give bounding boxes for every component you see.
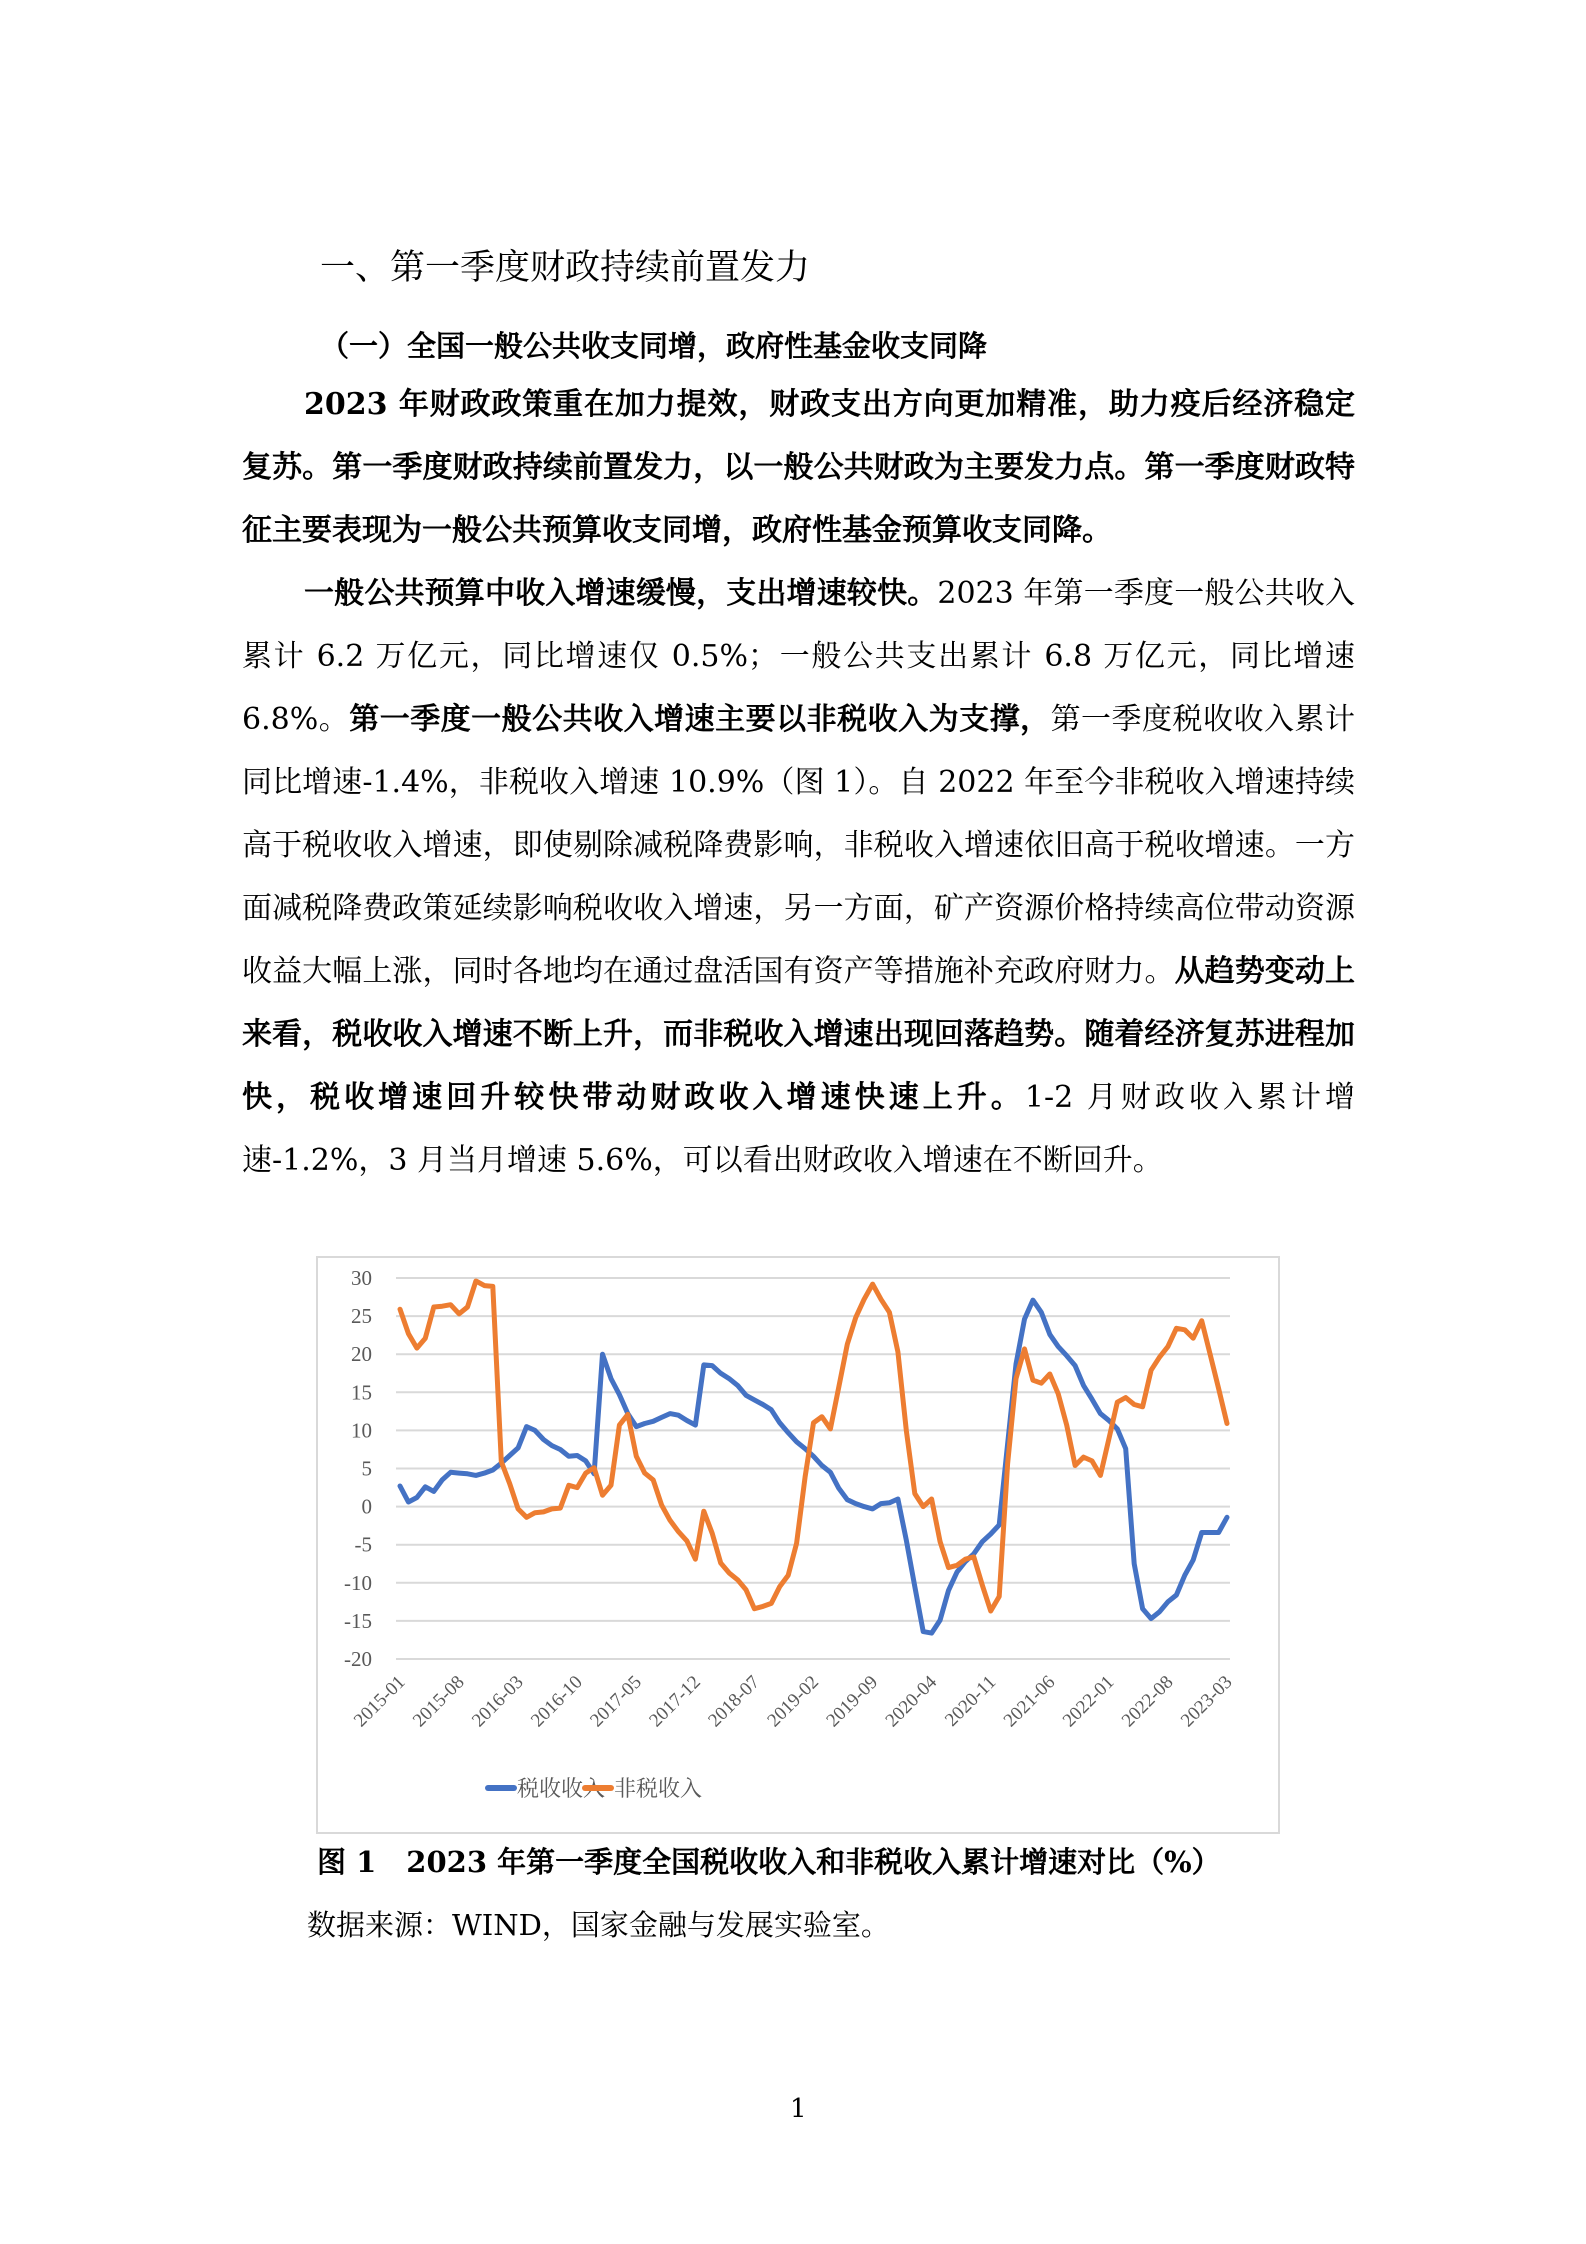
- figure-title: 2023 年第一季度全国税收收入和非税收入累计增速对比（%）: [406, 1845, 1221, 1879]
- paragraph-text-bold: 从趋势变动上来看，税收收入增速不断上升，而非税收入增速出现回落趋势。随着经济复苏进程加快，税收增速回升较快带动财政收入增速快速上升。: [242, 954, 1356, 1115]
- paragraph-2: [242, 562, 1355, 1192]
- paragraph-text-bold: 2023 年财政政策重在加力提效，财政支出方向更加精准，助力疫后经济稳定复苏。第一季度财政持续前置发力，以一般公共财政为主要发力点。第一季度财政特征主要表现为一般公共预算收支同增，政府性基金预算收支同降。: [242, 387, 1355, 548]
- figure-label: 图 1: [317, 1845, 377, 1879]
- x-tick-label: 2019-02: [763, 1671, 824, 1732]
- series-line-nontax: [400, 1281, 1227, 1611]
- data-source-note: 数据来源：WIND，国家金融与发展实验室。: [307, 1908, 890, 1942]
- y-tick-label: 15: [351, 1380, 372, 1405]
- figure-caption: [317, 1840, 1221, 1881]
- x-tick-label: 2018-07: [704, 1671, 764, 1732]
- paragraph-text-bold: 一般公共预算中收入增速缓慢，支出增速较快。: [304, 576, 938, 611]
- x-tick-label: 2020-11: [941, 1671, 1001, 1731]
- paragraph-text-bold: 第一季度一般公共收入增速主要以非税收入为支撑，: [349, 702, 1051, 737]
- y-tick-label: 0: [361, 1494, 372, 1519]
- x-tick-label: 2021-06: [999, 1671, 1060, 1732]
- x-tick-label: 2016-10: [527, 1671, 587, 1732]
- y-tick-label: 5: [361, 1456, 372, 1481]
- x-tick-label: 2015-01: [349, 1671, 410, 1732]
- x-tick-label: 2019-09: [822, 1671, 883, 1732]
- x-tick-label: 2023-03: [1176, 1671, 1237, 1732]
- chart-canvas: [318, 1258, 1278, 1832]
- paragraph-1: [242, 373, 1355, 562]
- line-chart: [316, 1256, 1280, 1834]
- y-tick-label: 20: [351, 1342, 372, 1367]
- y-tick-label: -10: [344, 1570, 372, 1595]
- chart-legend: [488, 1776, 702, 1801]
- paragraph-text: 2023 年第一季度一般公共收入累计 6.2 万亿元，同比增速仅 0.5%；一般公共支出累计 6.8 万亿元，同比增速 6.8%。: [242, 576, 1355, 737]
- x-tick-label: 2017-05: [586, 1671, 646, 1732]
- x-tick-label: 2020-04: [881, 1671, 942, 1732]
- x-tick-label: 2022-01: [1058, 1671, 1119, 1732]
- y-tick-label: 10: [351, 1418, 372, 1443]
- y-tick-label: -20: [344, 1647, 372, 1671]
- y-tick-label: 25: [351, 1304, 372, 1329]
- page-number: 1: [790, 2094, 807, 2124]
- paragraph-text: 第一季度税收收入累计同比增速-1.4%，非税收入增速 10.9%（图 1）。自 2022 年至今非税收入增速持续高于税收收入增速，即使剔除减税降费影响，非税收入增速依旧高于税收增速。一方面减税降费政策延续影响税收收入增速，另一方面，矿产资源价格持续高位带动资源收益大幅上涨，同时各地均在通过盘活国有资产等措施补充政府财力。: [242, 702, 1356, 989]
- subsection-heading: （一）全国一般公共收支同增，政府性基金收支同降: [320, 329, 988, 363]
- paragraph-text: 1-2 月财政收入累计增速-1.2%，3 月当月增速 5.6%，可以看出财政收入增速在不断回升。: [242, 1080, 1356, 1178]
- section-heading: 一、第一季度财政持续前置发力: [320, 248, 811, 288]
- x-tick-label: 2016-03: [468, 1671, 528, 1732]
- y-tick-label: 30: [351, 1266, 372, 1290]
- legend-label-tax: 税收收入: [517, 1776, 606, 1801]
- x-tick-label: 2022-08: [1117, 1671, 1178, 1732]
- x-tick-label: 2017-12: [645, 1671, 705, 1732]
- x-tick-label: 2015-08: [408, 1671, 469, 1732]
- y-tick-label: -5: [354, 1532, 372, 1557]
- legend-label-nontax: 非税收入: [614, 1776, 703, 1801]
- y-tick-label: -15: [344, 1608, 372, 1633]
